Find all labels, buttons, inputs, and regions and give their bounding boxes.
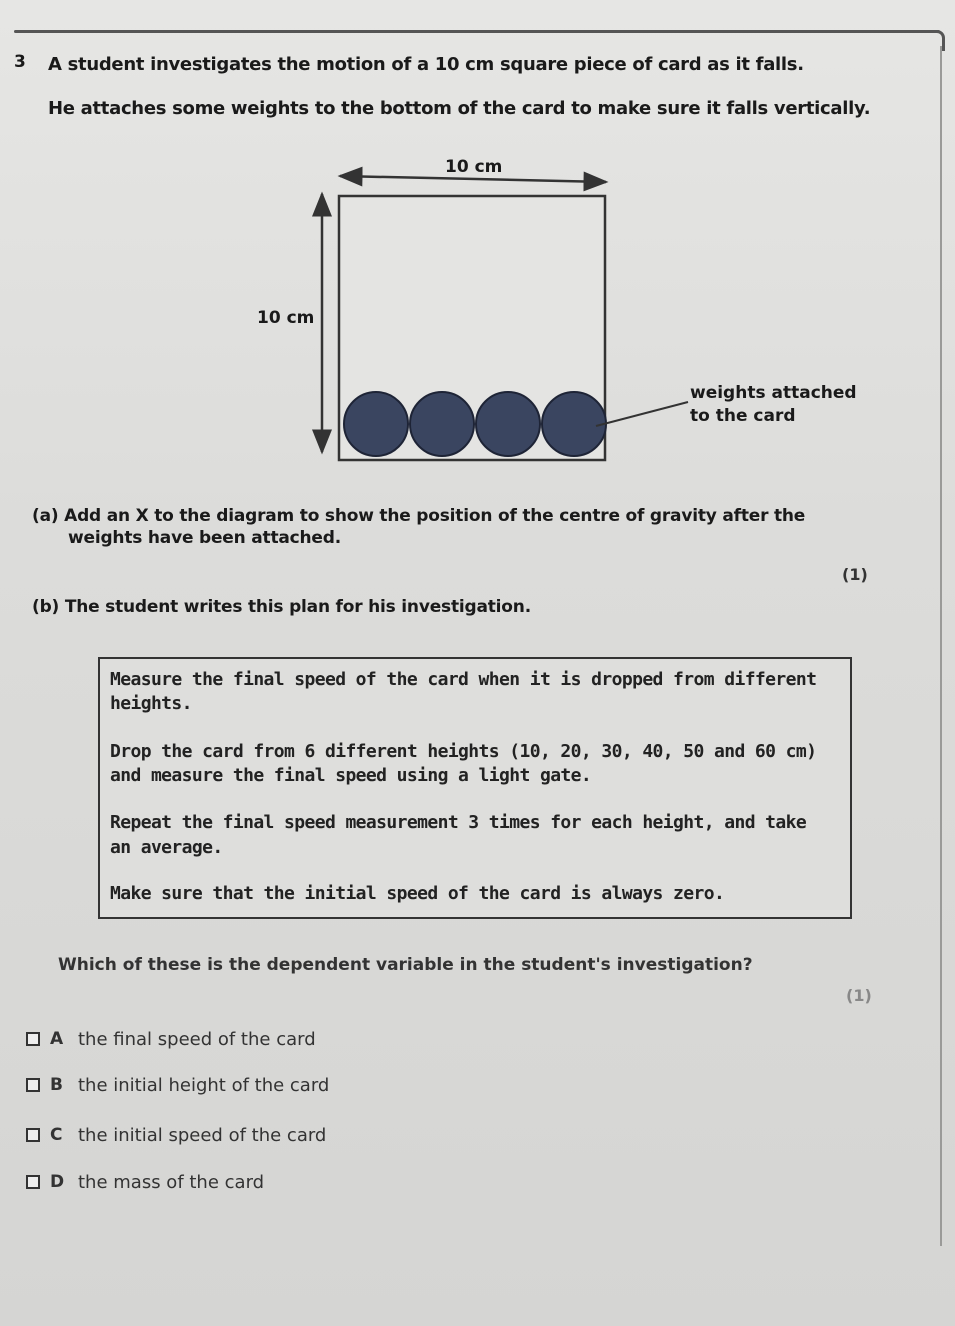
plan-line-6: an average. [110,837,223,858]
question-intro-line-1: A student investigates the motion of a 10 cm square piece of card as it falls. [48,54,804,75]
option-b-letter: B [50,1075,63,1095]
option-a-text: the final speed of the card [78,1028,316,1050]
option-d-letter: D [50,1172,65,1192]
height-label: 10 cm [257,308,315,328]
plan-line-5: Repeat the final speed measurement 3 times for each height, and take [110,812,807,833]
weight-disc [410,392,474,456]
plan-line-3: Drop the card from 6 different heights (10, 20, 30, 40, 50 and 60 cm) [110,741,817,762]
card-diagram[interactable] [240,150,880,470]
right-border-line [940,46,942,1246]
option-b-checkbox[interactable] [26,1078,40,1092]
option-a-checkbox[interactable] [26,1032,40,1046]
question-number: 3 [14,52,26,72]
part-b-marks: (1) [846,986,872,1005]
option-a-letter: A [50,1029,64,1049]
part-a-label-line-1: (a) Add an X to the diagram to show the position of the centre of gravity after the [32,506,806,526]
option-c[interactable] [26,1123,326,1147]
part-b-label: (b) The student writes this plan for his investigation. [32,597,531,617]
dependent-variable-question: Which of these is the dependent variable in the student's investigation? [58,955,753,975]
width-label: 10 cm [445,157,503,177]
weight-disc [542,392,606,456]
plan-box [98,657,852,919]
option-b-text: the initial height of the card [78,1074,330,1096]
option-c-text: the initial speed of the card [78,1124,327,1146]
option-c-letter: C [50,1125,63,1145]
plan-line-7: Make sure that the initial speed of the card is always zero. [110,883,725,904]
weight-disc [344,392,408,456]
card-diagram-svg[interactable] [240,150,880,470]
plan-line-4: and measure the final speed using a light gate. [110,765,592,786]
weights-label-line-2: to the card [690,406,796,426]
option-b[interactable] [26,1073,329,1097]
option-a[interactable] [26,1027,316,1051]
plan-line-1: Measure the final speed of the card when it is dropped from different [110,669,817,690]
part-a-marks: (1) [842,565,868,584]
weight-disc [476,392,540,456]
top-border-line [14,30,940,33]
option-d-text: the mass of the card [78,1171,265,1193]
weights-label-pointer [596,402,688,426]
weights-label-line-1: weights attached [690,383,857,403]
option-d[interactable] [26,1170,264,1194]
option-c-checkbox[interactable] [26,1128,40,1142]
question-intro-line-2: He attaches some weights to the bottom of the card to make sure it falls vertically. [48,98,871,119]
option-d-checkbox[interactable] [26,1175,40,1189]
plan-line-2: heights. [110,693,192,714]
part-a-label-line-2: weights have been attached. [68,528,341,548]
